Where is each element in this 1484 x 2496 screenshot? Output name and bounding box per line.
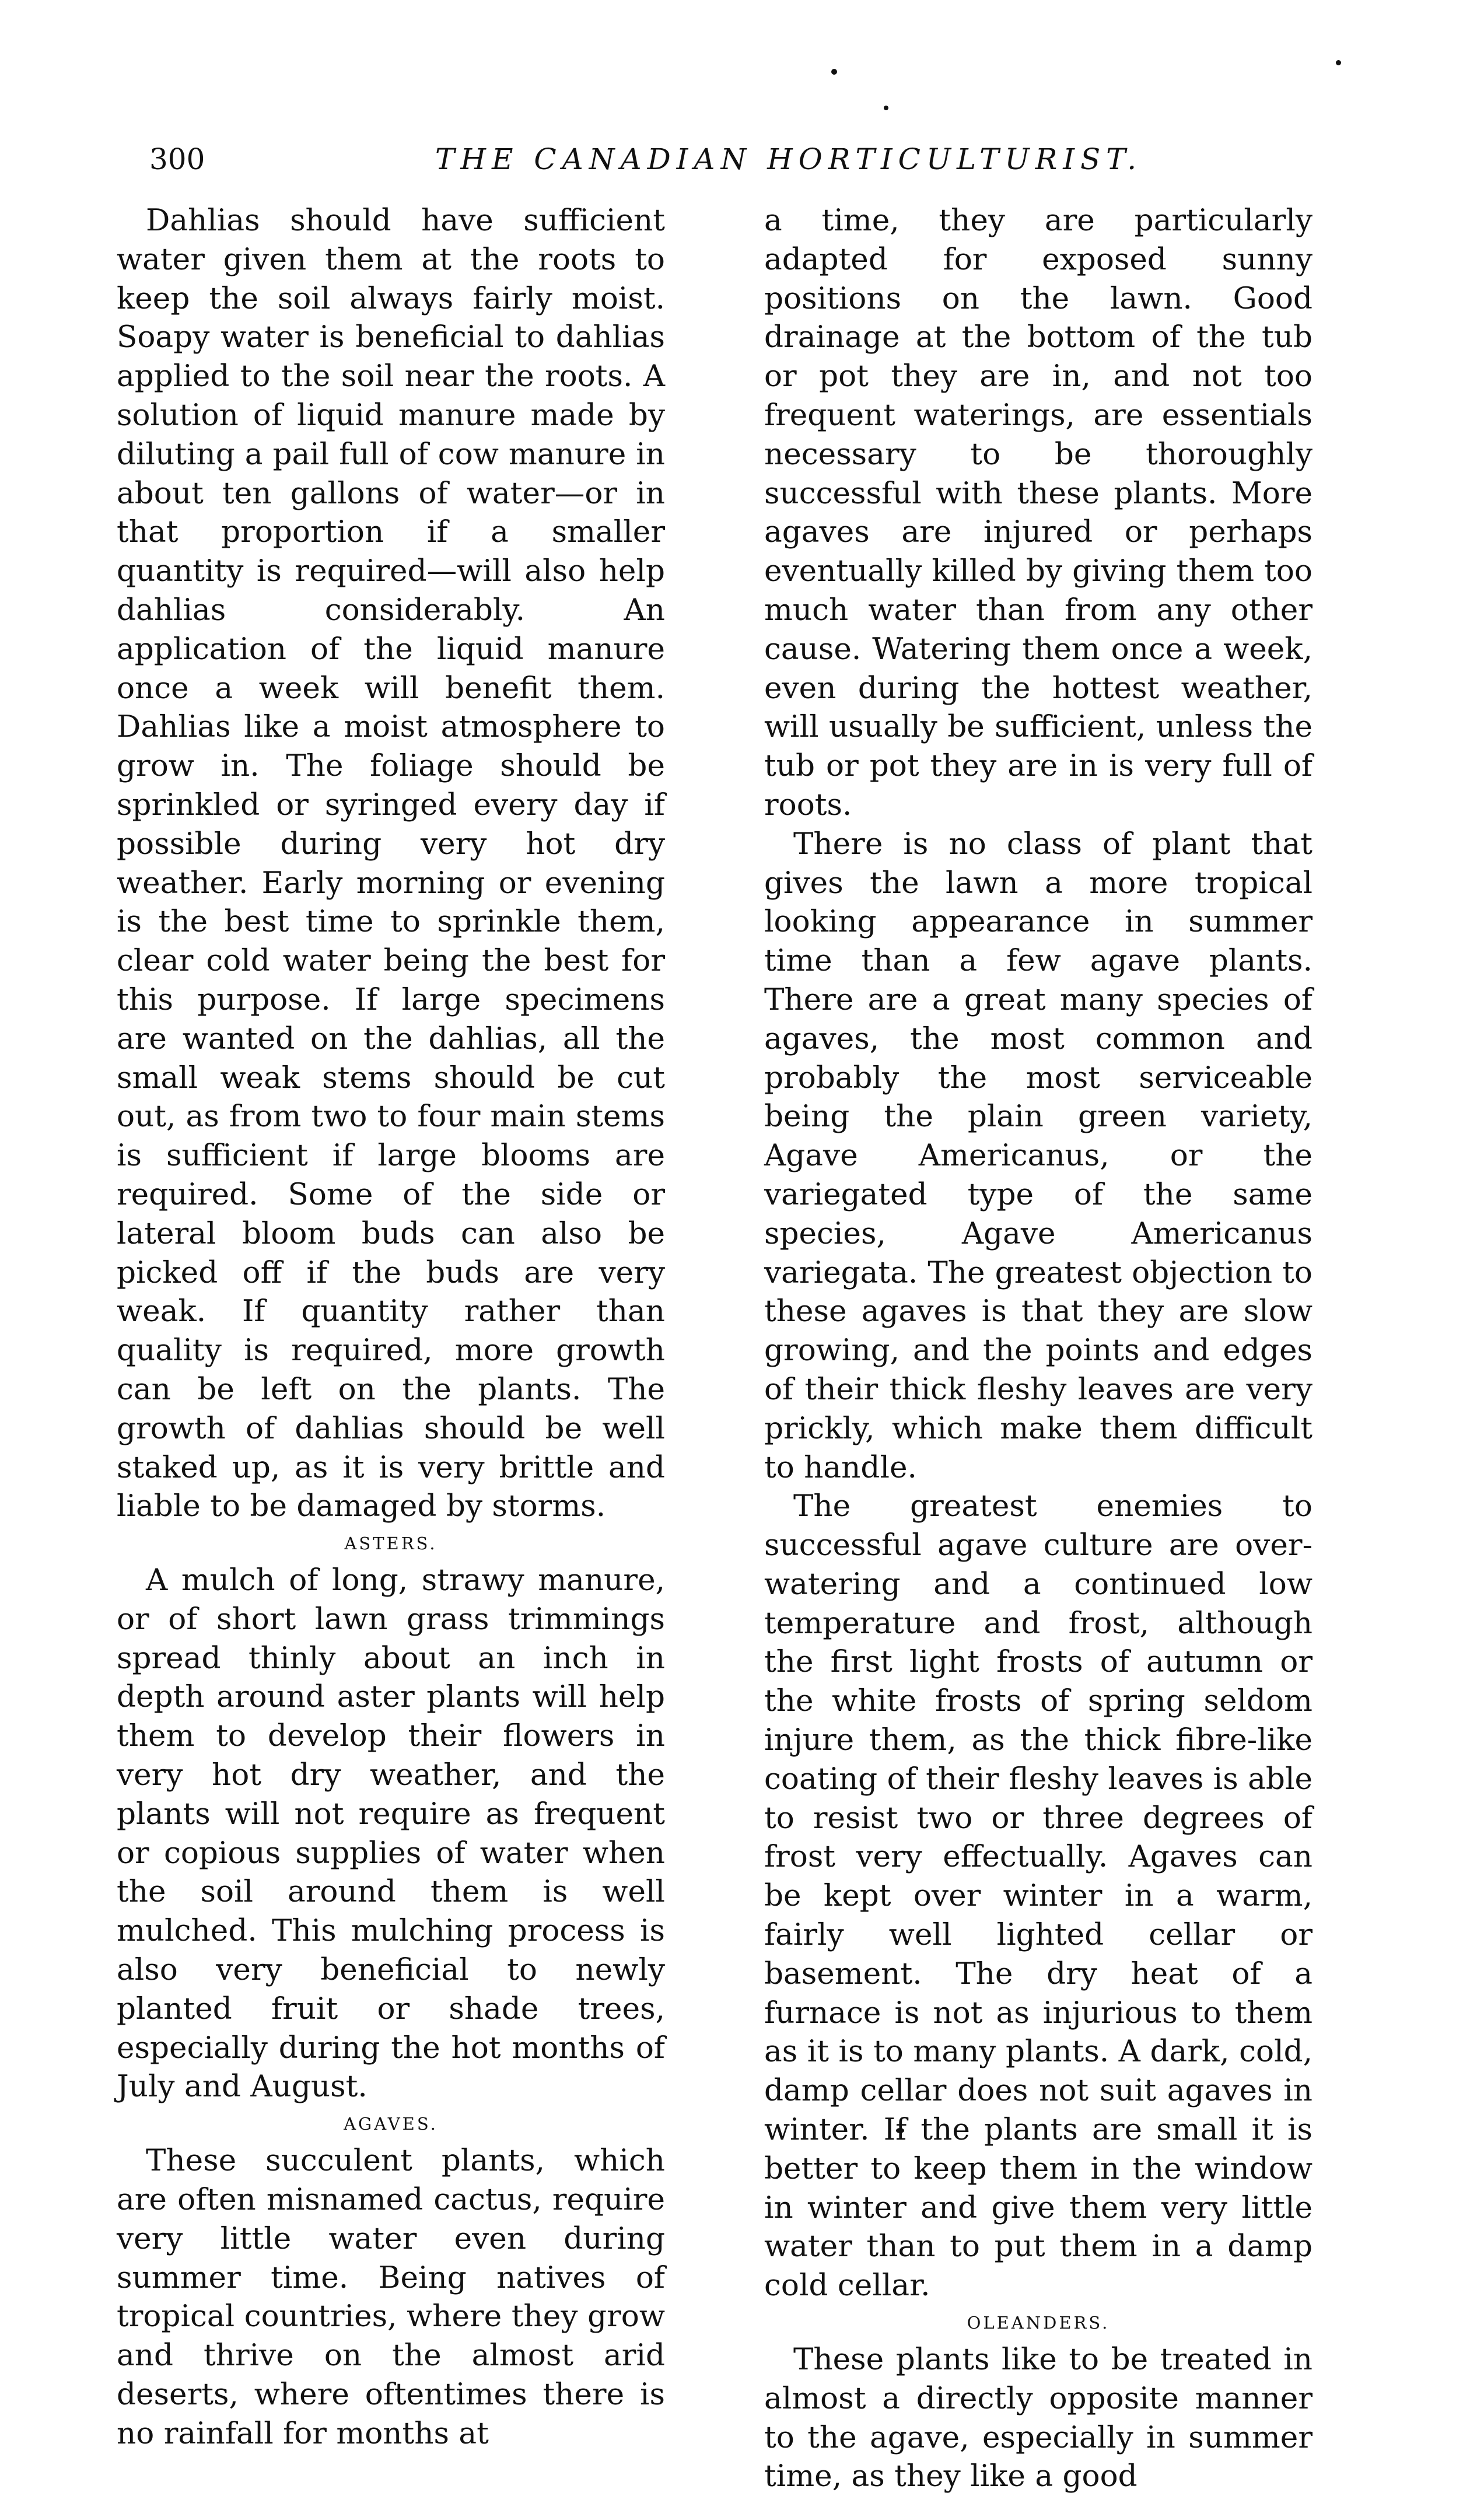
asters-heading: ASTERS. [344, 1534, 438, 1554]
agaves-enemies-paragraph: The greatest enemies to successful agave culture are over-watering and a continued low temperature and frost, although the first light frosts of autumn or the white frosts of spring seldom injure them, as the thick fibre-like coating of their fleshy leaves is able to resist two or three degrees of frost very effectually. Agaves can be kept over winter in a warm, fairly well lighted cellar or basement. The dry heat of a furnace is not as injurious to them as it is to many plants. A dark, cold, damp cellar does not suit agaves in winter. If the plants are small it is better to keep them in the window in winter and give them very little water than to put them in a damp cold cellar. [764, 1489, 1312, 2304]
agaves-continuation-paragraph: a time, they are particularly adapted for exposed sunny positions on the lawn. Good drainage at the bottom of the tub or pot they are in, and not too frequent waterings, are essentials necessary to be thoroughly successful with these plants. More agaves are injured or perhaps eventually killed by giving them too much water than from any other cause. Watering them once a week, even during the hottest weather, will usually be sufficient, unless the tub or pot they are in is very full of roots. [764, 203, 1312, 822]
agaves-paragraph: These succulent plants, which are often misnamed cactus, require very little water even during summer time. Being natives of tropical countries, where they grow and thrive on the almost arid deserts, where oftentimes there is no rainfall for months at [117, 2143, 665, 2451]
asters-paragraph: A mulch of long, strawy manure, or of short lawn grass trimmings spread thinly about an inch in depth around aster plants will help them to develop their flowers in very hot dry weather, and the plants will not require as frequent or copious supplies of water when the soil around them is well mulched. This mulching process is also very beneficial to newly planted fruit or shade trees, especially during the hot months of July and August. [117, 1563, 665, 2105]
page-header [149, 139, 1298, 180]
oleanders-paragraph: These plants like to be treated in almost a directly opposite manner to the agave, especially in summer time, as they like a good [764, 2342, 1312, 2494]
left-column [117, 201, 665, 2453]
print-speck [884, 106, 888, 110]
running-title: THE CANADIAN HORTICULTURIST. [435, 142, 1143, 176]
print-speck [831, 69, 837, 75]
right-column [764, 201, 1312, 2496]
print-speck [1336, 60, 1341, 65]
agaves-heading: AGAVES. [344, 2114, 438, 2134]
dahlias-paragraph: Dahlias should have sufficient water given them at the roots to keep the soil always fairly moist. Soapy water is beneficial to dahlias applied to the soil near the roots. A solution of liquid manure made by diluting a pail full of cow manure in about ten gallons of water—or in that proportion if a smaller quantity is required—will also help dahlias considerably. An application of the liquid manure once a week will benefit them. Dahlias like a moist atmosphere to grow in. The foliage should be sprinkled or syringed every day if possible during very hot dry weather. Early morning or evening is the best time to sprinkle them, clear cold water being the best for this purpose. If large specimens are wanted on the dahlias, all the small weak stems should be cut out, as from two to four main stems is sufficient if large blooms are required. Some of the side or lateral bloom buds can also be picked off if the buds are very weak. If quantity rather than quality is required, more growth can be left on the plants. The growth of dahlias should be well staked up, as it is very brittle and liable to be damaged by storms. [117, 203, 665, 1524]
agaves-tropical-paragraph: There is no class of plant that gives the lawn a more tropical looking appearance in summer time than a few agave plants. There are a great many species of agaves, the most common and probably the most serviceable being the plain green variety, Agave Americanus, or the variegated type of the same species, Agave Americanus variegata. The greatest objection to these agaves is that they are slow growing, and the points and edges of their thick fleshy leaves are very prickly, which make them difficult to handle. [764, 826, 1312, 1485]
oleanders-heading: OLEANDERS. [967, 2313, 1110, 2333]
page-number: 300 [149, 142, 205, 176]
